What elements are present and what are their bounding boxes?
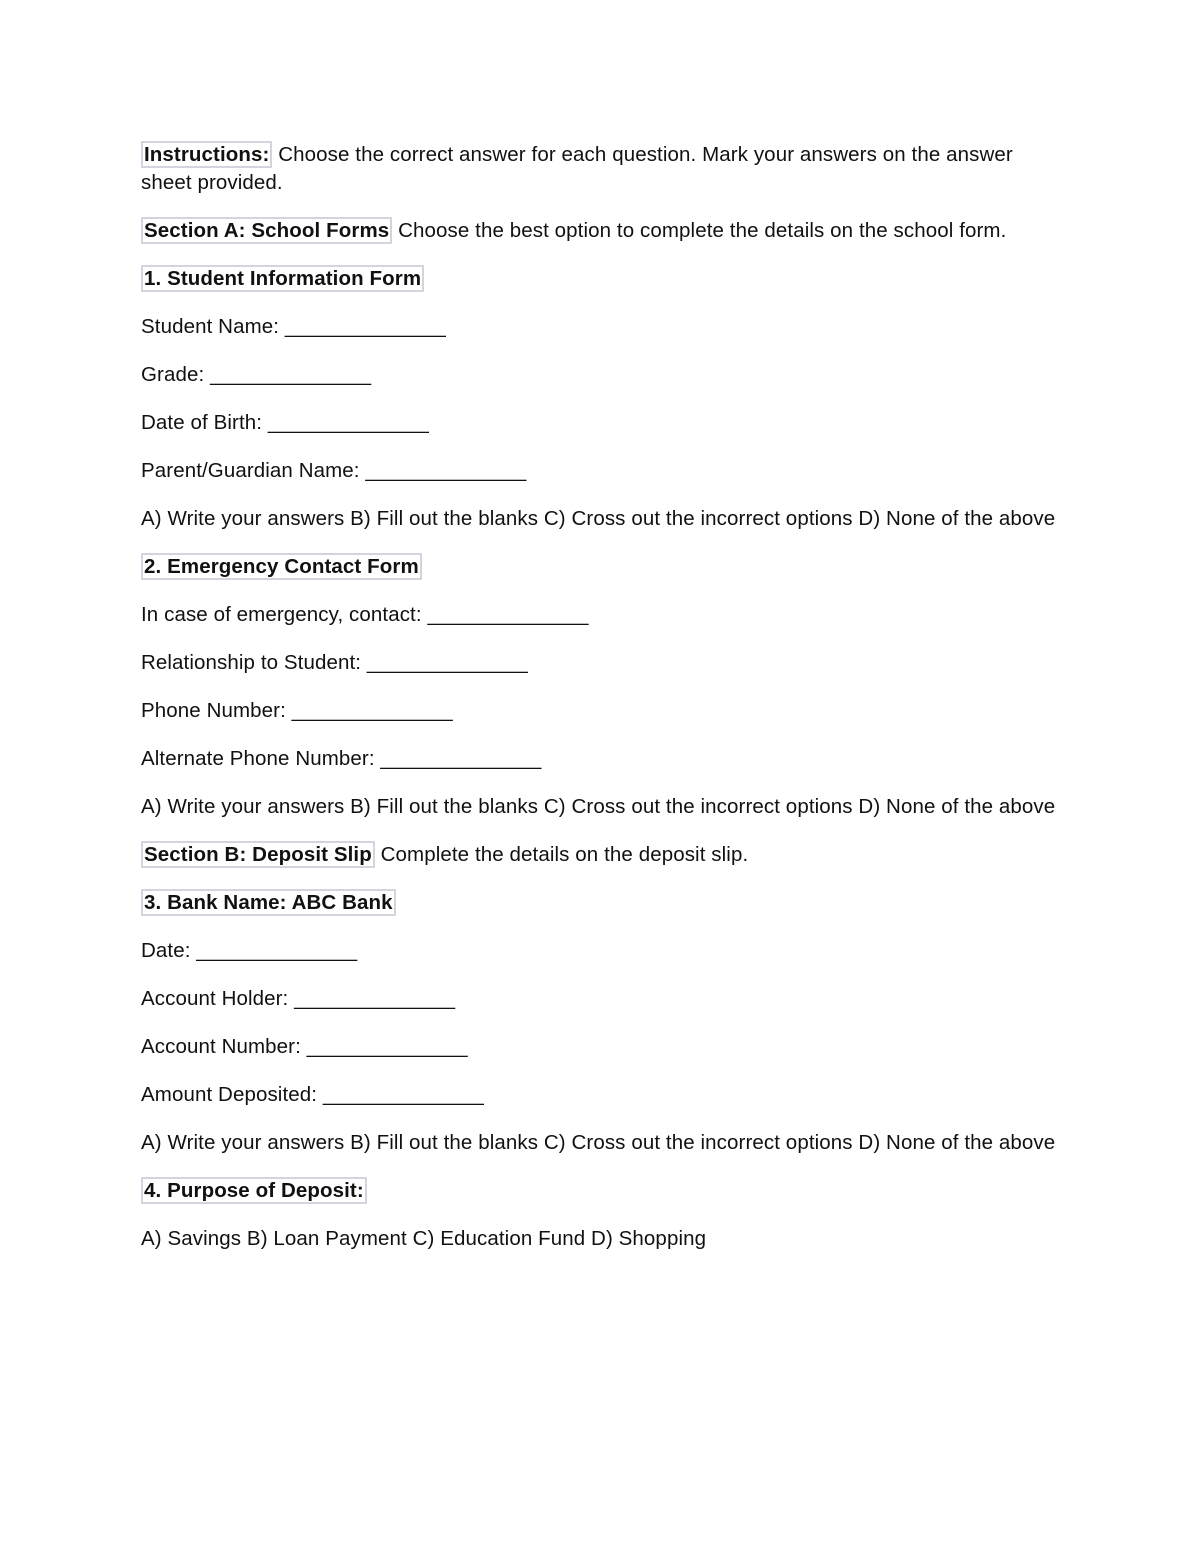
q2-field-emergency-contact: In case of emergency, contact: ______________: [141, 603, 589, 626]
q3-heading: [141, 889, 1056, 917]
q2-heading: [141, 553, 1056, 581]
section-b-text: Complete the details on the deposit slip.: [374, 843, 749, 866]
q1-heading: [141, 265, 1056, 293]
q2-title: 2. Emergency Contact Form: [141, 553, 422, 580]
q3-field-amount: Amount Deposited: ______________: [141, 1083, 484, 1106]
q1-field-student-name: Student Name: ______________: [141, 315, 446, 338]
q1-title: 1. Student Information Form: [141, 265, 424, 292]
instructions-label: Instructions:: [141, 141, 272, 168]
instructions-text: Choose the correct answer for each question. Mark your answers on the answer sheet provided.: [141, 143, 1013, 194]
q1-field-date-of-birth: Date of Birth: ______________: [141, 411, 429, 434]
section-a-paragraph: [141, 217, 1056, 245]
q3-field-account-number: Account Number: ______________: [141, 1035, 468, 1058]
q3-title: 3. Bank Name: ABC Bank: [141, 889, 396, 916]
section-b-label: Section B: Deposit Slip: [141, 841, 375, 868]
document-page: [141, 141, 1056, 1273]
q4-title: 4. Purpose of Deposit:: [141, 1177, 367, 1204]
q2-options: A) Write your answers B) Fill out the blanks C) Cross out the incorrect options D) None of the above: [141, 795, 1056, 818]
section-a-text: Choose the best option to complete the details on the school form.: [392, 219, 1007, 242]
q2-field-phone: Phone Number: ______________: [141, 699, 453, 722]
q4-options: A) Savings B) Loan Payment C) Education Fund D) Shopping: [141, 1227, 707, 1250]
q4-heading: [141, 1177, 1056, 1205]
instructions-paragraph: [141, 141, 1056, 197]
section-a-label: Section A: School Forms: [141, 217, 392, 244]
q3-field-account-holder: Account Holder: ______________: [141, 987, 456, 1010]
q3-options: A) Write your answers B) Fill out the blanks C) Cross out the incorrect options D) None of the above: [141, 1131, 1056, 1154]
q1-field-parent-guardian: Parent/Guardian Name: ______________: [141, 459, 527, 482]
q3-field-date: Date: ______________: [141, 939, 358, 962]
q1-options: A) Write your answers B) Fill out the blanks C) Cross out the incorrect options D) None of the above: [141, 507, 1056, 530]
q2-field-relationship: Relationship to Student: ______________: [141, 651, 528, 674]
q2-field-alt-phone: Alternate Phone Number: ______________: [141, 747, 542, 770]
q1-field-grade: Grade: ______________: [141, 363, 372, 386]
section-b-paragraph: [141, 841, 1056, 869]
